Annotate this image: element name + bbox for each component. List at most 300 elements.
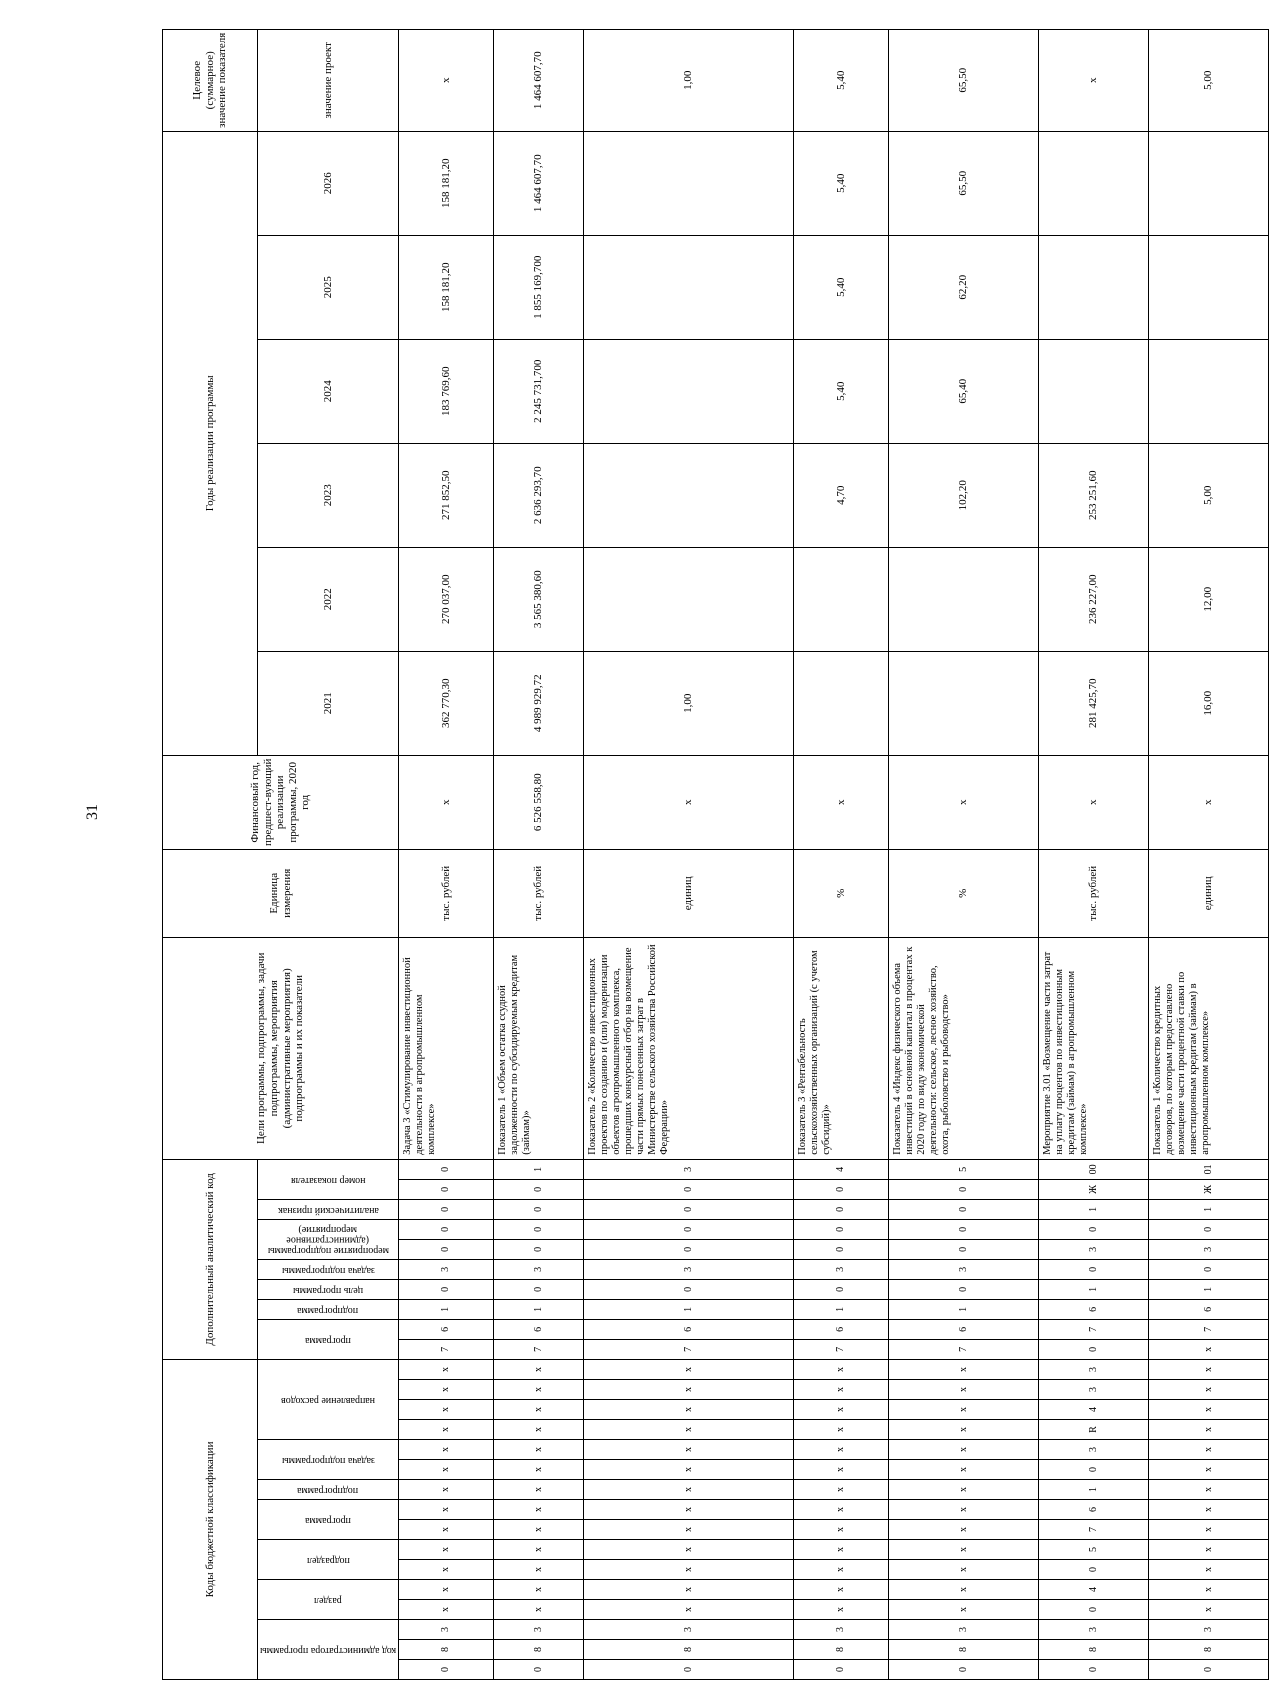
code-digit: 3 [957, 1627, 969, 1632]
code-digit: х [532, 1527, 544, 1532]
code-cell [889, 1460, 1039, 1480]
code-cell [399, 1560, 494, 1580]
code-digit: х [1202, 1487, 1214, 1492]
code-digit: х [682, 1567, 694, 1572]
code-cell [494, 1400, 584, 1420]
code-digit: 0 [1087, 1667, 1099, 1672]
header-extra-code: Дополнительный аналитический код [163, 1159, 258, 1359]
row-value-2021: 1,00 [584, 651, 794, 755]
code-cell [494, 1339, 584, 1359]
code-cell [1149, 1380, 1269, 1400]
code-digit: 8 [835, 1647, 847, 1652]
code-digit: х [440, 1587, 452, 1592]
code-cell [889, 1219, 1039, 1239]
table-row [494, 29, 584, 1679]
code-cell [1039, 1480, 1149, 1500]
code-digit: 1 [532, 1166, 544, 1172]
code-digit: 7 [1087, 1326, 1099, 1332]
code-cell [584, 1440, 794, 1460]
table-row [889, 29, 1039, 1679]
code-cell [889, 1640, 1039, 1660]
code-digit: 8 [957, 1647, 969, 1652]
code-cell [399, 1279, 494, 1299]
header-subsection: подраздел [258, 1540, 399, 1580]
code-cell [1039, 1199, 1149, 1219]
code-cell [1039, 1500, 1149, 1520]
code-digit: х [682, 1507, 694, 1512]
code-cell [794, 1219, 889, 1239]
code-digit: 1 [532, 1306, 544, 1312]
code-digit: 1 [1087, 1487, 1099, 1492]
code-cell [1149, 1600, 1269, 1620]
code-cell [1039, 1580, 1149, 1600]
code-cell [889, 1199, 1039, 1219]
code-cell [794, 1620, 889, 1640]
code-digit: х [957, 1407, 969, 1412]
row-value-2026: 1 464 607,70 [494, 131, 584, 235]
code-digit: 0 [1087, 1567, 1099, 1572]
code-cell [1149, 1580, 1269, 1600]
row-fin-year: х [794, 755, 889, 849]
code-digit: 0 [957, 1206, 969, 1212]
code-cell [1039, 1420, 1149, 1440]
code-digit: х [1202, 1447, 1214, 1452]
code-cell [584, 1500, 794, 1520]
code-digit: 4 [1087, 1587, 1099, 1592]
code-digit: х [532, 1447, 544, 1452]
code-cell [494, 1259, 584, 1279]
code-cell [1039, 1560, 1149, 1580]
code-digit: 1 [1087, 1206, 1099, 1212]
code-digit: х [835, 1427, 847, 1432]
code-cell [399, 1640, 494, 1660]
code-cell [889, 1440, 1039, 1460]
code-digit: 0 [835, 1206, 847, 1212]
code-digit: х [682, 1387, 694, 1392]
code-cell [1149, 1219, 1269, 1239]
code-cell [1149, 1179, 1269, 1199]
code-digit: 8 [440, 1647, 452, 1652]
table-row [399, 29, 494, 1679]
code-digit: 0 [532, 1667, 544, 1672]
code-digit: 0 [957, 1186, 969, 1192]
code-digit: х [682, 1467, 694, 1472]
row-name: Показатель 4 «Индекс физического объема инвестиций в основной капитал в процентах к 2020 году по виду экономической деятельности: сельское, лесное хозяйство, охота, рыболовство и рыбоводство» [889, 937, 1039, 1159]
code-cell [399, 1620, 494, 1640]
code-cell [889, 1380, 1039, 1400]
row-value-2022: 270 037,00 [399, 547, 494, 651]
code-cell [1039, 1620, 1149, 1640]
code-cell [1039, 1319, 1149, 1339]
header-fin-year: Финансовый год, предшест-вующий реализации программы, 2020 год [163, 755, 399, 849]
code-digit: х [957, 1507, 969, 1512]
row-value-2026: 158 181,20 [399, 131, 494, 235]
code-digit: х [957, 1366, 969, 1372]
code-cell [794, 1480, 889, 1500]
code-digit: х [532, 1607, 544, 1612]
code-cell [1149, 1520, 1269, 1540]
code-digit: х [682, 1366, 694, 1372]
code-digit: 0 [532, 1286, 544, 1292]
code-digit: 3 [682, 1266, 694, 1272]
code-digit: х [682, 1407, 694, 1412]
code-digit: 6 [1087, 1306, 1099, 1312]
code-cell [889, 1339, 1039, 1359]
code-cell [584, 1640, 794, 1660]
row-value-2022: 3 565 380,60 [494, 547, 584, 651]
code-cell [399, 1159, 494, 1179]
code-digit: х [1202, 1427, 1214, 1432]
code-cell [794, 1600, 889, 1620]
code-digit: х [957, 1387, 969, 1392]
row-name: Задача 3 «Стимулирование инвестиционной деятельности в агропромышленном комплексе» [399, 937, 494, 1159]
code-digit: 1 [835, 1306, 847, 1312]
page-number: 31 [84, 804, 101, 820]
row-value-2023: 102,20 [889, 443, 1039, 547]
code-cell [1039, 1279, 1149, 1299]
code-digit: 6 [532, 1326, 544, 1332]
code-digit: 0 [1202, 1226, 1214, 1232]
code-cell [399, 1239, 494, 1259]
code-cell [794, 1540, 889, 1560]
code-cell [584, 1179, 794, 1199]
code-digit: х [957, 1607, 969, 1612]
header-budget-codes: Коды бюджетной классификации [163, 1359, 258, 1679]
code-digit: 0 [1087, 1467, 1099, 1472]
header-ac-program: программа [258, 1319, 399, 1359]
code-cell [494, 1319, 584, 1339]
code-digit: 0 [1087, 1226, 1099, 1232]
code-cell [889, 1660, 1039, 1680]
row-value-2021: 281 425,70 [1039, 651, 1149, 755]
row-fin-year: х [1039, 755, 1149, 849]
code-digit: Ж [1087, 1184, 1099, 1194]
code-cell [1149, 1640, 1269, 1660]
code-digit: 0 [440, 1166, 452, 1172]
code-digit: х [835, 1407, 847, 1412]
code-digit: х [1202, 1366, 1214, 1372]
code-cell [1039, 1219, 1149, 1239]
code-cell [399, 1359, 494, 1379]
code-cell [1039, 1179, 1149, 1199]
code-cell [1149, 1620, 1269, 1640]
code-cell [1039, 1339, 1149, 1359]
row-fin-year: х [1149, 755, 1269, 849]
code-digit: х [1202, 1547, 1214, 1552]
code-digit: х [957, 1487, 969, 1492]
code-digit: 3 [1087, 1447, 1099, 1452]
code-cell [584, 1460, 794, 1480]
code-cell [494, 1440, 584, 1460]
row-unit: единиц [584, 849, 794, 937]
code-digit: 0 [440, 1667, 452, 1672]
row-value-2024 [1149, 339, 1269, 443]
code-cell [1149, 1500, 1269, 1520]
header-goals: Цели программы, подпрограммы, задачи подпрограммы, мероприятия (административные мероприятия) подпрограммы и их показатели [163, 937, 399, 1159]
code-cell [1149, 1199, 1269, 1219]
code-digit: 7 [1087, 1527, 1099, 1532]
code-cell [584, 1660, 794, 1680]
code-digit: 0 [532, 1226, 544, 1232]
header-y2023: 2023 [258, 443, 399, 547]
code-cell [794, 1500, 889, 1520]
code-digit: 1 [1202, 1206, 1214, 1212]
row-name: Мероприятие 3.01 «Возмещение части затрат на уплату процентов по инвестиционным кредитам (займам) в агропромышленном комплексе» [1039, 937, 1149, 1159]
code-digit: х [682, 1447, 694, 1452]
row-value-2025: 158 181,20 [399, 235, 494, 339]
code-cell [494, 1359, 584, 1379]
code-cell [399, 1460, 494, 1480]
code-digit: х [440, 1447, 452, 1452]
row-fin-year: х [399, 755, 494, 849]
row-unit: тыс. рублей [1039, 849, 1149, 937]
code-digit: х [532, 1467, 544, 1472]
code-cell [584, 1339, 794, 1359]
code-digit: х [440, 1467, 452, 1472]
code-cell [494, 1219, 584, 1239]
header-y2026: 2026 [258, 131, 399, 235]
code-cell [889, 1580, 1039, 1600]
code-digit: х [1202, 1407, 1214, 1412]
row-value-2026: 65,50 [889, 131, 1039, 235]
code-cell [1149, 1319, 1269, 1339]
code-digit: 0 [682, 1286, 694, 1292]
code-cell [794, 1239, 889, 1259]
header-admin-code: код администратора программы [258, 1620, 399, 1680]
code-digit: 1 [1087, 1286, 1099, 1292]
code-digit: х [682, 1547, 694, 1552]
code-digit: х [532, 1487, 544, 1492]
code-digit: 7 [835, 1346, 847, 1352]
header-tca-program: программа [258, 1500, 399, 1540]
code-cell [399, 1259, 494, 1279]
code-cell [1149, 1159, 1269, 1179]
code-cell [584, 1259, 794, 1279]
code-digit: 0 [1202, 1169, 1214, 1175]
header-target: Целевое (суммарное) значение показателя [163, 29, 258, 131]
code-cell [399, 1420, 494, 1440]
code-cell [889, 1259, 1039, 1279]
code-cell [794, 1179, 889, 1199]
header-y2025: 2025 [258, 235, 399, 339]
code-digit: 5 [957, 1166, 969, 1172]
row-target: 1 464 607,70 [494, 29, 584, 131]
code-cell [794, 1520, 889, 1540]
code-cell [794, 1259, 889, 1279]
row-value-2023 [584, 443, 794, 547]
code-cell [494, 1299, 584, 1319]
code-cell [889, 1359, 1039, 1379]
code-cell [399, 1440, 494, 1460]
header-ac-goal: цель программы [258, 1279, 399, 1299]
code-cell [399, 1580, 494, 1600]
row-unit: тыс. рублей [494, 849, 584, 937]
code-cell [494, 1179, 584, 1199]
row-value-2026 [1149, 131, 1269, 235]
code-digit: х [835, 1527, 847, 1532]
header-section: раздел [258, 1580, 399, 1620]
code-cell [889, 1500, 1039, 1520]
row-value-2025 [1039, 235, 1149, 339]
table-row [1039, 29, 1149, 1679]
row-value-2022: 12,00 [1149, 547, 1269, 651]
code-cell [889, 1299, 1039, 1319]
code-cell [399, 1380, 494, 1400]
code-digit: х [682, 1527, 694, 1532]
code-cell [584, 1520, 794, 1540]
code-cell [494, 1520, 584, 1540]
table-row [584, 29, 794, 1679]
code-digit: 0 [682, 1226, 694, 1232]
code-cell [494, 1460, 584, 1480]
code-cell [494, 1560, 584, 1580]
code-digit: 3 [440, 1266, 452, 1272]
row-value-2026: 5,40 [794, 131, 889, 235]
row-target: х [399, 29, 494, 131]
row-fin-year: 6 526 558,80 [494, 755, 584, 849]
code-cell [494, 1600, 584, 1620]
code-cell [1149, 1279, 1269, 1299]
code-digit: 6 [440, 1326, 452, 1332]
row-value-2022: 236 227,00 [1039, 547, 1149, 651]
code-cell [889, 1520, 1039, 1540]
code-digit: 0 [682, 1667, 694, 1672]
code-cell [1039, 1540, 1149, 1560]
code-digit: х [835, 1587, 847, 1592]
code-digit: 0 [532, 1186, 544, 1192]
code-digit: 1 [957, 1306, 969, 1312]
code-cell [584, 1219, 794, 1239]
code-digit: х [835, 1547, 847, 1552]
code-digit: 7 [957, 1346, 969, 1352]
code-digit: 0 [682, 1206, 694, 1212]
row-value-2021: 362 770,30 [399, 651, 494, 755]
code-cell [794, 1460, 889, 1480]
code-cell [1039, 1299, 1149, 1319]
code-digit: х [532, 1567, 544, 1572]
row-value-2024: 183 769,60 [399, 339, 494, 443]
code-digit: 0 [1087, 1164, 1099, 1170]
code-digit: х [835, 1607, 847, 1612]
code-digit: х [682, 1487, 694, 1492]
row-value-2021: 4 989 929,72 [494, 651, 584, 755]
header-ac-indicator: номер показателя [258, 1159, 399, 1199]
header-unit: Единица измерения [163, 849, 399, 937]
code-digit: х [835, 1366, 847, 1372]
code-cell [584, 1199, 794, 1219]
code-digit: 0 [835, 1186, 847, 1192]
code-cell [794, 1660, 889, 1680]
code-digit: х [440, 1547, 452, 1552]
code-digit: 3 [835, 1627, 847, 1632]
row-fin-year: х [889, 755, 1039, 849]
code-cell [584, 1420, 794, 1440]
code-digit: 6 [957, 1326, 969, 1332]
code-digit: х [957, 1567, 969, 1572]
code-cell [399, 1199, 494, 1219]
row-value-2025 [1149, 235, 1269, 339]
code-cell [794, 1580, 889, 1600]
row-value-2022 [889, 547, 1039, 651]
code-digit: 3 [532, 1627, 544, 1632]
code-cell [584, 1239, 794, 1259]
row-value-2021 [794, 651, 889, 755]
code-digit: х [682, 1607, 694, 1612]
code-digit: 6 [1087, 1507, 1099, 1512]
code-cell [1149, 1420, 1269, 1440]
code-digit: х [440, 1607, 452, 1612]
code-digit: 4 [1087, 1407, 1099, 1412]
code-cell [494, 1480, 584, 1500]
code-cell [1149, 1440, 1269, 1460]
code-cell [1149, 1359, 1269, 1379]
code-digit: х [835, 1467, 847, 1472]
row-value-2023: 2 636 293,70 [494, 443, 584, 547]
code-cell [794, 1359, 889, 1379]
code-digit: 0 [1087, 1607, 1099, 1612]
code-digit: 8 [1202, 1647, 1214, 1652]
code-digit: х [440, 1366, 452, 1372]
code-digit: х [1202, 1387, 1214, 1392]
code-digit: х [1202, 1607, 1214, 1612]
code-digit: х [957, 1467, 969, 1472]
code-cell [584, 1319, 794, 1339]
code-cell [1039, 1359, 1149, 1379]
code-digit: 3 [835, 1266, 847, 1272]
code-digit: х [440, 1387, 452, 1392]
code-cell [494, 1380, 584, 1400]
code-cell [1149, 1540, 1269, 1560]
code-digit: х [1202, 1587, 1214, 1592]
row-value-2023: 271 852,50 [399, 443, 494, 547]
code-cell [889, 1540, 1039, 1560]
code-cell [794, 1400, 889, 1420]
code-digit: 0 [835, 1226, 847, 1232]
code-cell [584, 1279, 794, 1299]
code-digit: х [532, 1547, 544, 1552]
code-digit: 0 [835, 1246, 847, 1252]
code-digit: х [440, 1507, 452, 1512]
code-cell [584, 1299, 794, 1319]
code-digit: 0 [532, 1206, 544, 1212]
code-cell [1039, 1460, 1149, 1480]
row-value-2023: 5,00 [1149, 443, 1269, 547]
code-cell [1039, 1400, 1149, 1420]
code-digit: 0 [1202, 1266, 1214, 1272]
code-cell [494, 1580, 584, 1600]
table-row [794, 29, 889, 1679]
code-cell [1039, 1520, 1149, 1540]
row-target: 5,00 [1149, 29, 1269, 131]
code-cell [494, 1620, 584, 1640]
code-cell [1149, 1660, 1269, 1680]
code-cell [1039, 1159, 1149, 1179]
row-value-2026 [1039, 131, 1149, 235]
code-cell [399, 1500, 494, 1520]
code-digit: х [682, 1427, 694, 1432]
code-digit: 0 [957, 1226, 969, 1232]
code-digit: 7 [532, 1346, 544, 1352]
code-cell [1039, 1259, 1149, 1279]
table-row [1149, 29, 1269, 1679]
code-digit: 1 [1202, 1164, 1214, 1170]
row-name: Показатель 3 «Рентабельность сельскохозяйственных организаций (с учетом субсидий)» [794, 937, 889, 1159]
code-digit: х [532, 1427, 544, 1432]
code-cell [399, 1520, 494, 1540]
row-fin-year: х [584, 755, 794, 849]
code-digit: 0 [1087, 1346, 1099, 1352]
code-digit: 6 [682, 1326, 694, 1332]
